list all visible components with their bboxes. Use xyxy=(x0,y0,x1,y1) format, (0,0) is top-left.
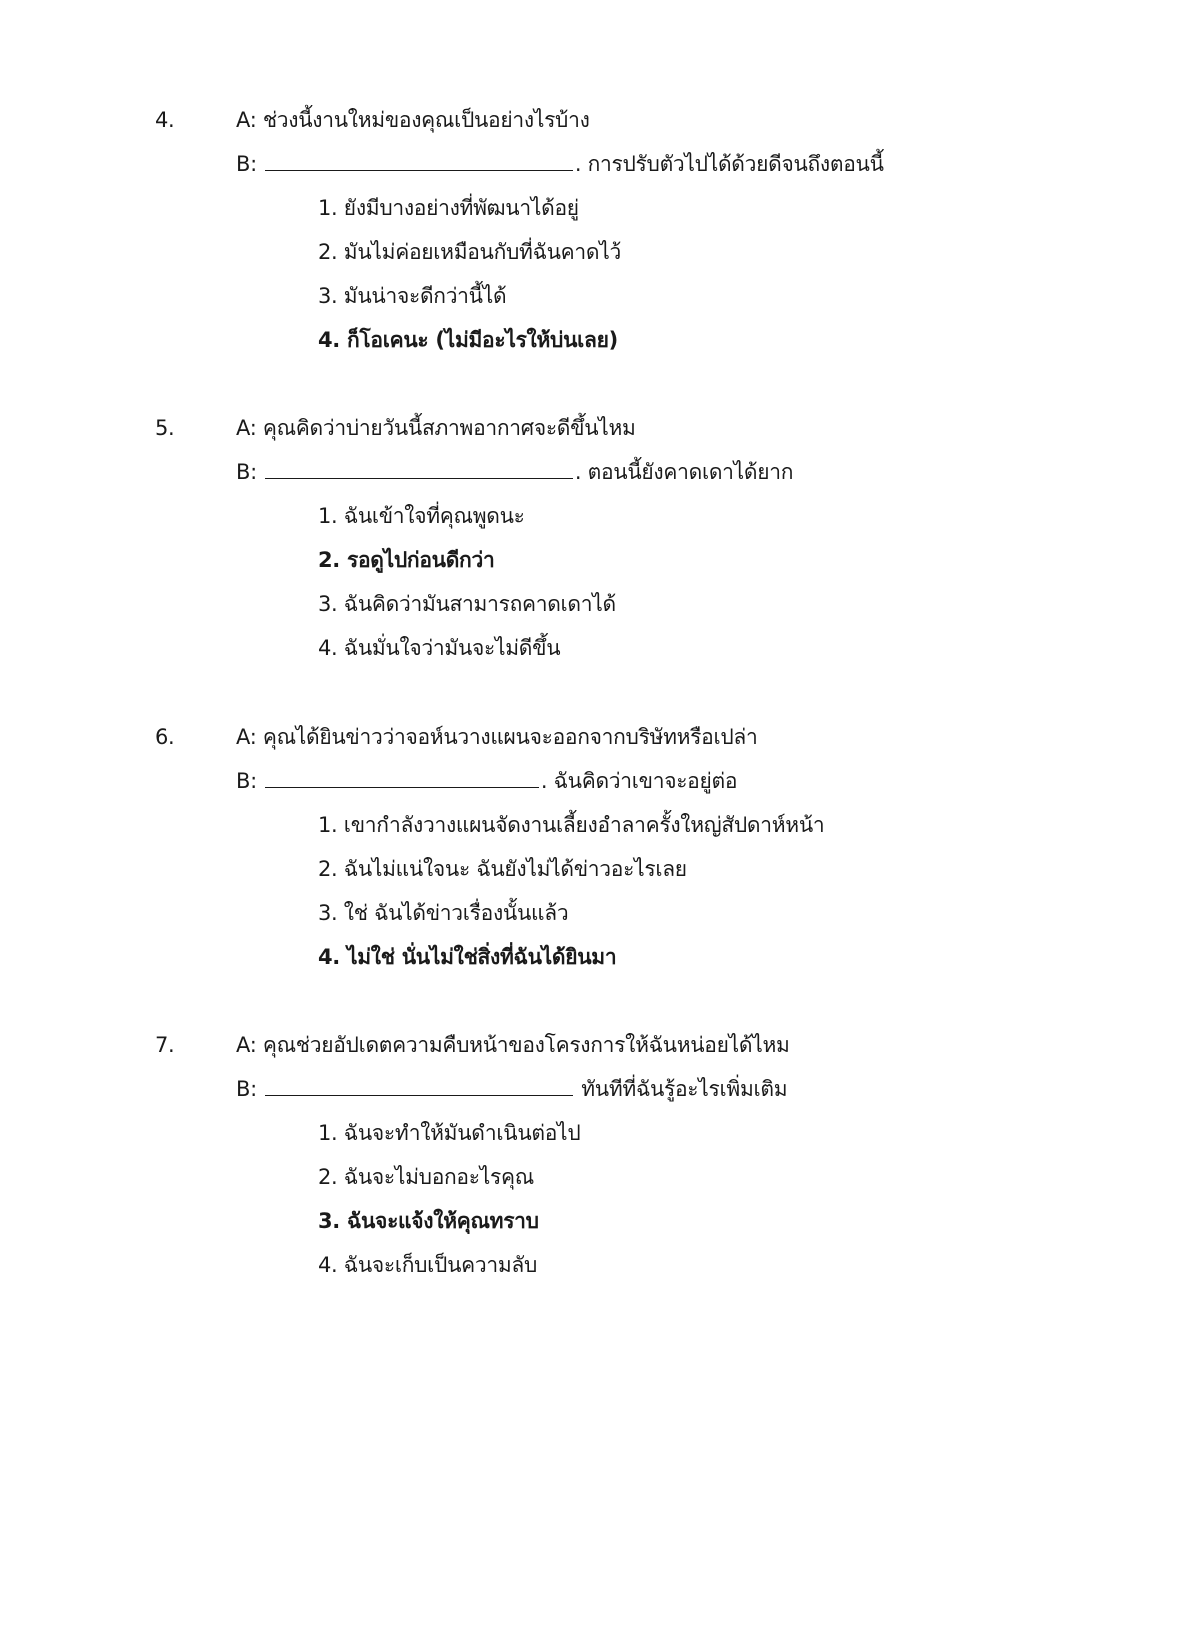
option-3-correct: 3. ฉันจะแจ้งให้คุณทราบ xyxy=(318,1209,539,1233)
option-3: 3. ใช่ ฉันได้ข่าวเรื่องนั้นแล้ว xyxy=(318,901,569,925)
speaker-b-line xyxy=(236,142,884,186)
speaker-b-label: B: xyxy=(236,460,257,484)
speaker-a-prompt: A: คุณคิดว่าบ่ายวันนี้สภาพอากาศจะดีขึ้นไหม xyxy=(236,416,636,440)
question-number: 5. xyxy=(155,416,175,440)
option-4: 4. ฉันจะเก็บเป็นความลับ xyxy=(318,1253,538,1277)
option-3: 3. มันน่าจะดีกว่านี้ได้ xyxy=(318,284,507,308)
option-4-correct: 4. ไม่ใช่ นั่นไม่ใช่สิ่งที่ฉันได้ยินมา xyxy=(318,945,617,969)
option-4: 4. ฉันมั่นใจว่ามันจะไม่ดีขึ้น xyxy=(318,636,561,660)
speaker-b-suffix: . ตอนนี้ยังคาดเดาได้ยาก xyxy=(574,460,794,484)
question-number: 4. xyxy=(155,108,175,132)
answer-blank xyxy=(265,452,573,479)
speaker-b-label: B: xyxy=(236,1077,257,1101)
speaker-a-prompt: A: ช่วงนี้งานใหม่ของคุณเป็นอย่างไรบ้าง xyxy=(236,108,590,132)
option-2-correct: 2. รอดูไปก่อนดีกว่า xyxy=(318,548,495,572)
question-number: 7. xyxy=(155,1033,175,1057)
speaker-a-prompt: A: คุณช่วยอัปเดตความคืบหน้าของโครงการให้ฉันหน่อยได้ไหม xyxy=(236,1033,790,1057)
speaker-b-suffix: . ฉันคิดว่าเขาจะอยู่ต่อ xyxy=(540,769,738,793)
answer-blank xyxy=(265,144,573,171)
speaker-b-line xyxy=(236,1067,787,1111)
option-2: 2. ฉันไม่แน่ใจนะ ฉันยังไม่ได้ข่าวอะไรเลย xyxy=(318,857,687,881)
option-1: 1. เขากำลังวางแผนจัดงานเลี้ยงอำลาครั้งใหญ่สัปดาห์หน้า xyxy=(318,813,825,837)
speaker-b-suffix: . การปรับตัวไปได้ด้วยดีจนถึงตอนนี้ xyxy=(574,152,884,176)
answer-blank xyxy=(265,761,539,788)
option-4-correct: 4. ก็โอเคนะ (ไม่มีอะไรให้บ่นเลย) xyxy=(318,328,618,352)
speaker-b-line xyxy=(236,759,737,803)
speaker-b-line xyxy=(236,450,793,494)
option-1: 1. ยังมีบางอย่างที่พัฒนาได้อยู่ xyxy=(318,196,579,220)
speaker-b-suffix: ทันทีที่ฉันรู้อะไรเพิ่มเติม xyxy=(574,1077,788,1101)
speaker-a-prompt: A: คุณได้ยินข่าวว่าจอห์นวางแผนจะออกจากบริษัทหรือเปล่า xyxy=(236,725,758,749)
option-2: 2. มันไม่ค่อยเหมือนกับที่ฉันคาดไว้ xyxy=(318,240,621,264)
answer-blank xyxy=(265,1069,573,1096)
speaker-b-label: B: xyxy=(236,152,257,176)
option-1: 1. ฉันจะทำให้มันดำเนินต่อไป xyxy=(318,1121,581,1145)
option-2: 2. ฉันจะไม่บอกอะไรคุณ xyxy=(318,1165,534,1189)
option-3: 3. ฉันคิดว่ามันสามารถคาดเดาได้ xyxy=(318,592,616,616)
question-number: 6. xyxy=(155,725,175,749)
option-1: 1. ฉันเข้าใจที่คุณพูดนะ xyxy=(318,504,525,528)
speaker-b-label: B: xyxy=(236,769,257,793)
